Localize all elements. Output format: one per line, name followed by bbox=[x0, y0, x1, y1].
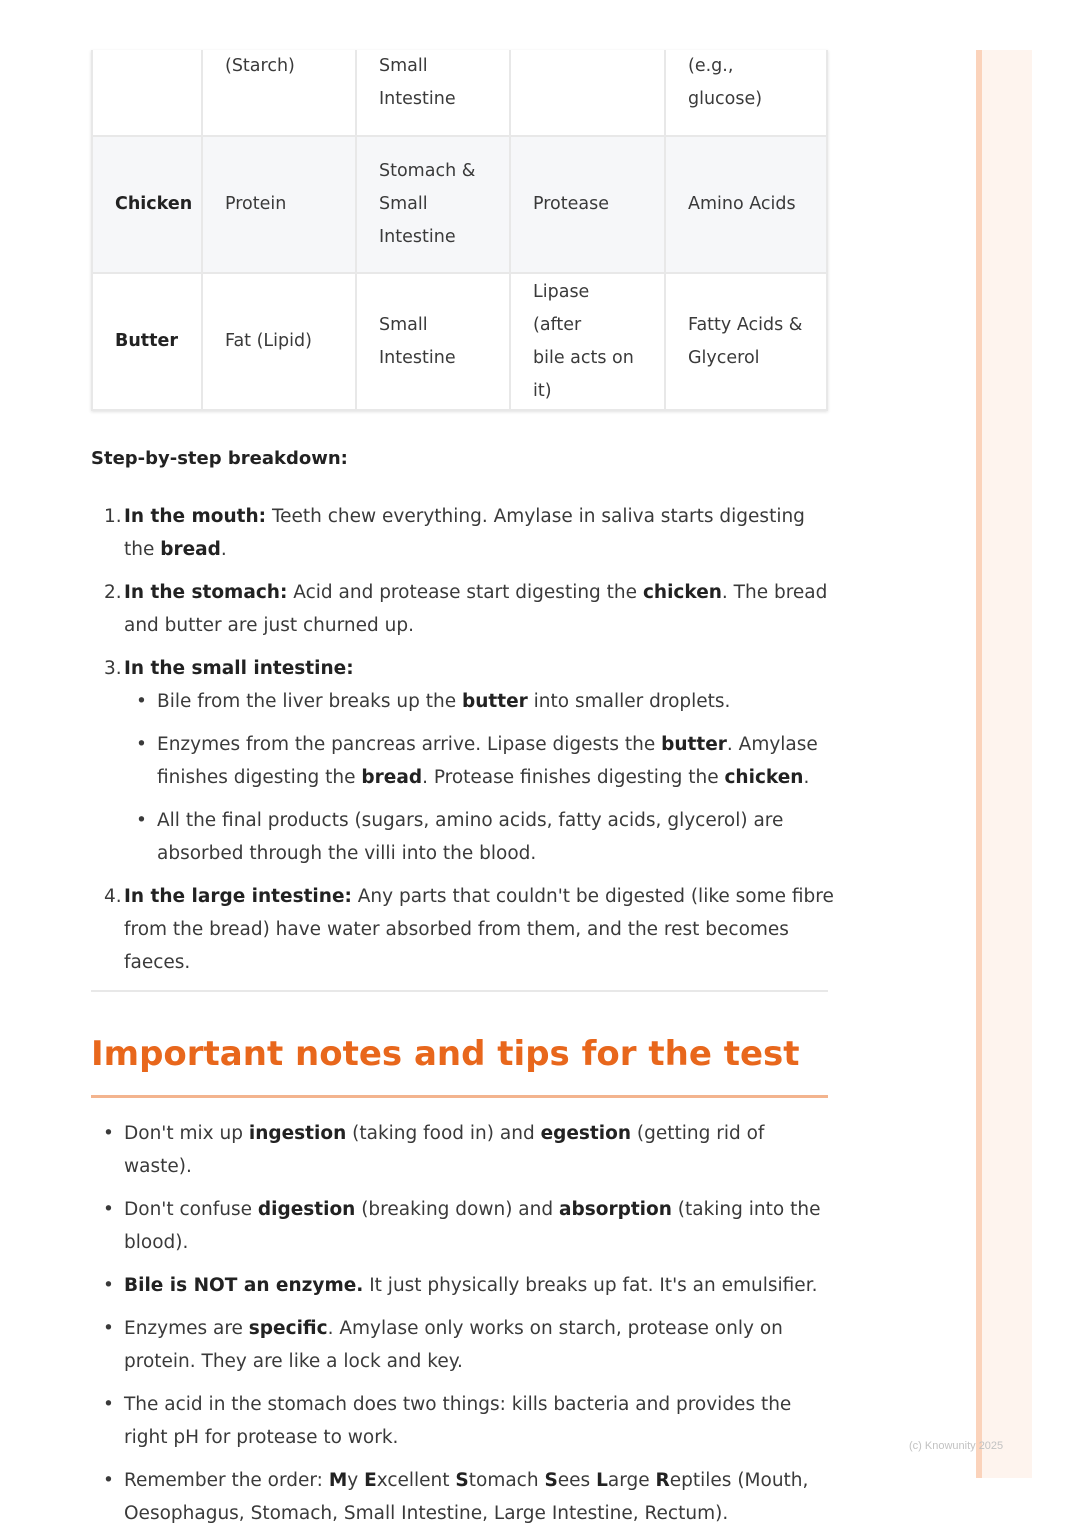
digestion-table bbox=[91, 50, 828, 411]
enzyme-cell: Protease bbox=[510, 136, 665, 273]
tip-item: • Bile is NOT an enzyme. It just physically breaks up fat. It's an emulsifier. bbox=[103, 1275, 818, 1296]
step-item: 4. In the large intestine: Any parts that couldn't be digested (like some fibre from the bread) have water absorbed from them, and the rest becomes faeces. bbox=[104, 886, 834, 973]
step-item: 3. In the small intestine: • Bile from the liver breaks up the butter into smaller droplets. • Enzymes from the pancreas arrive. Lipase digests the butter. Amylase finishes digesting the bread. Protease finishes digesting the chicken. • All the final products (sugars, amino acids, fatty acids, glycerol) are absorbed through the villi into the blood. bbox=[104, 652, 834, 870]
product-cell: Fatty Acids & Glycerol bbox=[665, 273, 827, 410]
heading-underline bbox=[91, 1095, 828, 1098]
step-item: 2. In the stomach: Acid and protease start digesting the chicken. The bread and butter are just churned up. bbox=[104, 582, 828, 636]
food-cell: Chicken bbox=[92, 136, 202, 273]
where-cell: Small Intestine bbox=[356, 273, 510, 410]
table-row bbox=[92, 273, 827, 410]
tip-item: • Remember the order: My Excellent Stomach Sees Large Reptiles (Mouth, Oesophagus, Stomach, Small Intestine, Large Intestine, Rectum). bbox=[103, 1470, 809, 1524]
table-row bbox=[92, 136, 827, 273]
tip-item: • Don't mix up ingestion (taking food in) and egestion (getting rid of waste). bbox=[103, 1123, 765, 1177]
tip-item: • Don't confuse digestion (breaking down) and absorption (taking into the blood). bbox=[103, 1199, 821, 1253]
product-cell: Amino Acids bbox=[665, 136, 827, 273]
breakdown-steps bbox=[104, 500, 834, 989]
tip-item: • Enzymes are specific. Amylase only works on starch, protease only on protein. They are like a lock and key. bbox=[103, 1318, 783, 1372]
where-cell: Small Intestine bbox=[356, 50, 510, 136]
nutrient-cell: Protein bbox=[202, 136, 356, 273]
side-decoration-bar bbox=[976, 50, 982, 1478]
step-item: 1. In the mouth: Teeth chew everything. Amylase in saliva starts digesting the bread. bbox=[104, 506, 805, 560]
section-divider bbox=[91, 990, 828, 992]
nutrient-cell: (Starch) bbox=[202, 50, 356, 136]
product-cell: (e.g., glucose) bbox=[665, 50, 827, 136]
breakdown-heading: Step-by-step breakdown: bbox=[91, 448, 348, 469]
where-cell: Stomach & Small Intestine bbox=[356, 136, 510, 273]
nutrient-cell: Fat (Lipid) bbox=[202, 273, 356, 410]
sub-list bbox=[124, 685, 834, 870]
tips-list bbox=[91, 1117, 836, 1540]
food-cell: Butter bbox=[92, 273, 202, 410]
enzyme-cell: Lipase (after bile acts on it) bbox=[510, 273, 665, 410]
enzyme-cell bbox=[510, 50, 665, 136]
sub-item: • Bile from the liver breaks up the butter into smaller droplets. bbox=[136, 691, 731, 712]
side-decoration-panel bbox=[976, 50, 1032, 1478]
copyright-watermark: (c) Knowunity 2025 bbox=[909, 1440, 1004, 1452]
sub-item: • All the final products (sugars, amino acids, fatty acids, glycerol) are absorbed through the villi into the blood. bbox=[136, 810, 784, 864]
sub-item: • Enzymes from the pancreas arrive. Lipase digests the butter. Amylase finishes digesting the bread. Protease finishes digesting the chicken. bbox=[136, 734, 818, 788]
tips-heading: Important notes and tips for the test bbox=[91, 1034, 800, 1074]
tip-item: • The acid in the stomach does two things: kills bacteria and provides the right pH for protease to work. bbox=[103, 1394, 792, 1448]
food-cell bbox=[92, 50, 202, 136]
table-row bbox=[92, 50, 827, 136]
